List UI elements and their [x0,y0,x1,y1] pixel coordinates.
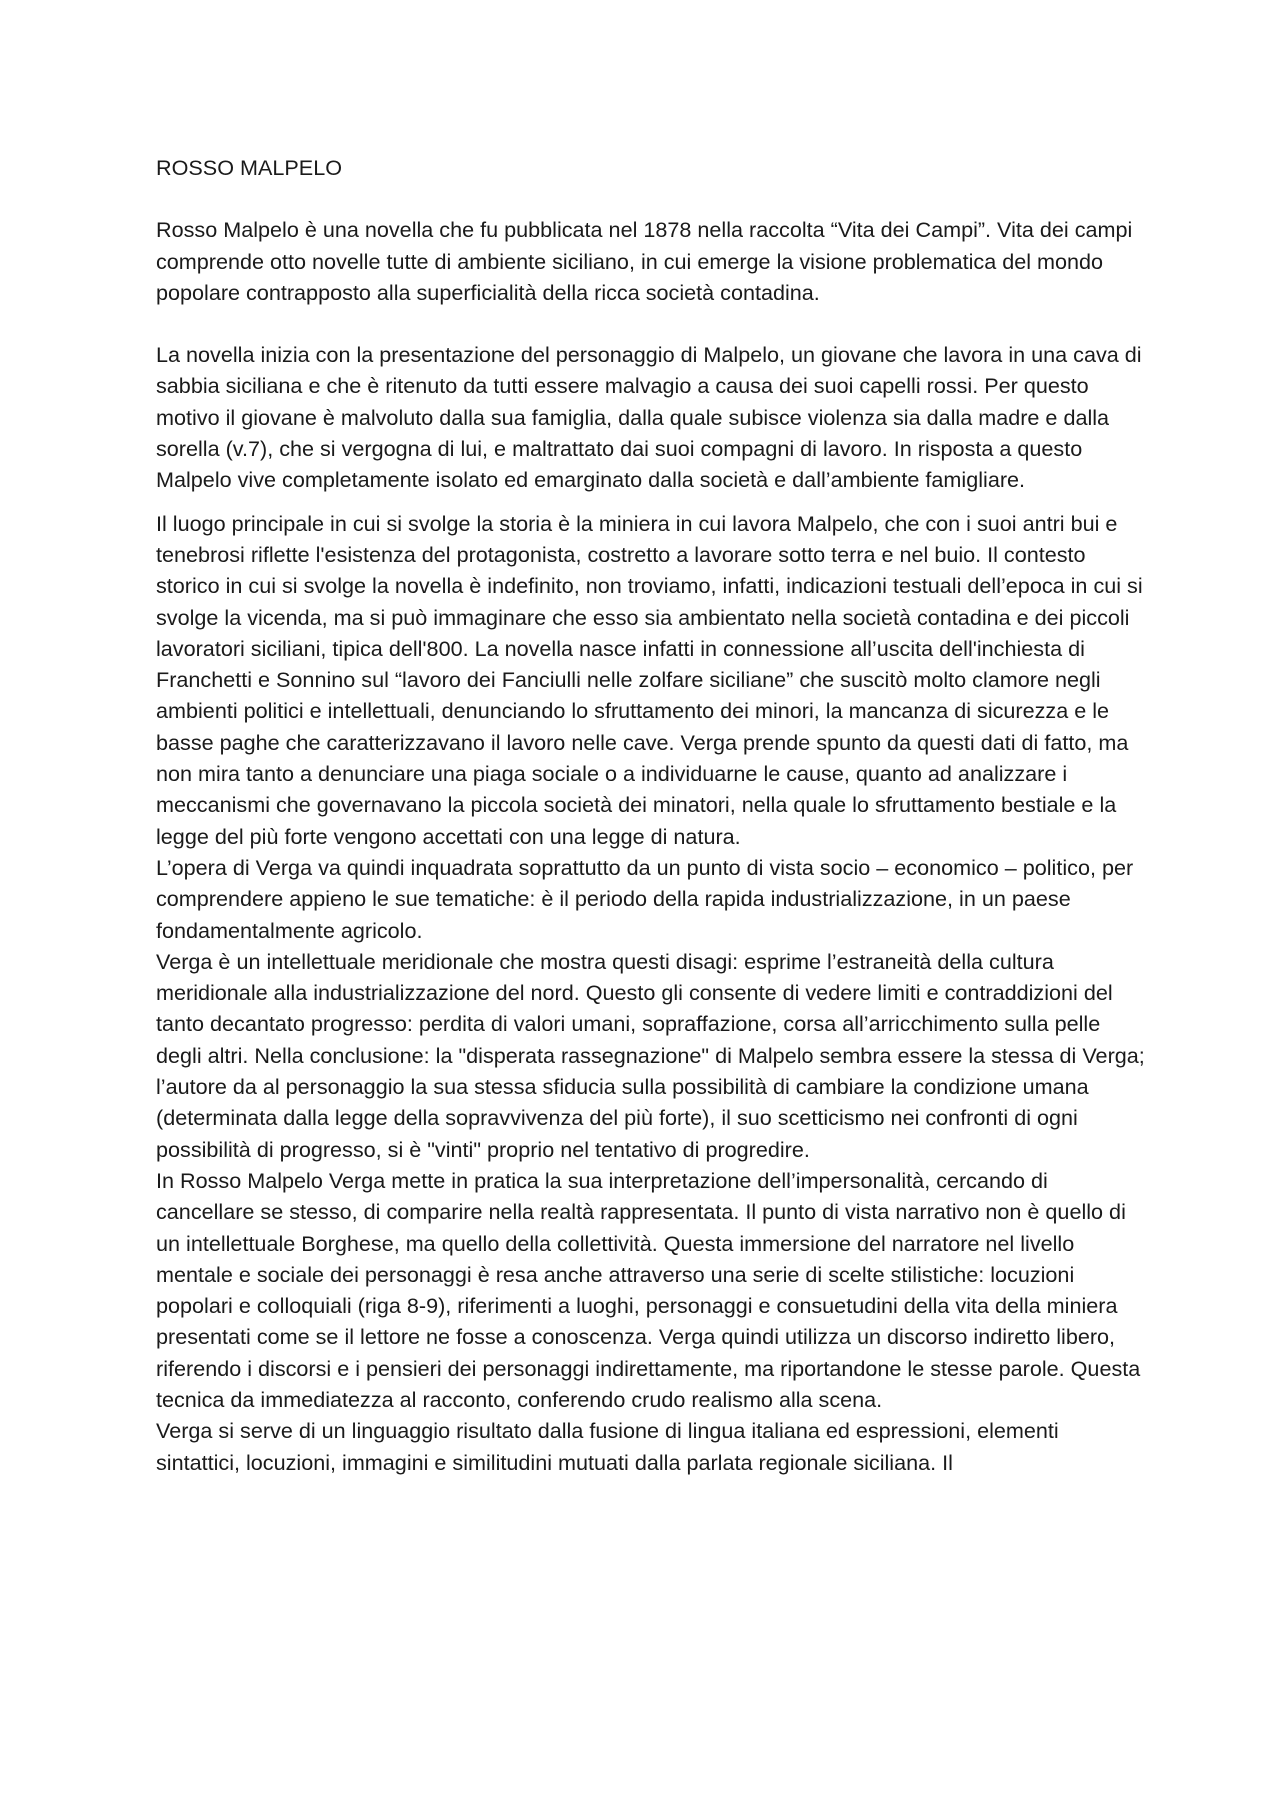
paragraph-language: Verga si serve di un linguaggio risultato dalla fusione di lingua italiana ed espressioni, elementi sintattici, locuzioni, immagini e similitudini mutuati dalla parlata regionale siciliana. Il [156,1418,1059,1475]
document-title: ROSSO MALPELO [156,155,343,180]
paragraph-impersonality: In Rosso Malpelo Verga mette in pratica la sua interpretazione dell’impersonalità, cercando di cancellare se stesso, di comparire nella realtà rappresentata. Il punto di vista narrativo non è quello di un intellettuale Borghese, ma quello della collettività. Questa immersione del narratore nel livello mentale e sociale dei personaggi è resa anche attraverso una serie di scelte stilistiche: locuzioni popolari e colloquiali (riga 8-9), riferimenti a luoghi, personaggi e consuetudini della vita della miniera presentati come se il lettore ne fosse a conoscenza. Verga quindi utilizza un discorso indiretto libero, riferendo i discorsi e i pensieri dei personaggi indirettamente, ma riportandone le stesse parole. Questa tecnica da immediatezza al racconto, conferendo crudo realismo alla scena. [156,1167,1141,1412]
paragraph-author-view: Verga è un intellettuale meridionale che mostra questi disagi: esprime l’estraneità della cultura meridionale alla industrializzazione del nord. Questo gli consente di vedere limiti e contraddizioni del tanto decantato progresso: perdita di valori umani, sopraffazione, corsa all’arricchimento sulla pelle degli altri. Nella conclusione: la "disperata rassegnazione" di Malpelo sembra essere la stessa di Verga; l’autore da al personaggio la sua stessa sfiducia sulla possibilità di cambiare la condizione umana (determinata dalla legge della sopravvivenza del più forte), il suo scetticismo nei confronti di ogni possibilità di progresso, si è "vinti" proprio nel tentativo di progredire. [156,948,1145,1162]
paragraph-character: La novella inizia con la presentazione del personaggio di Malpelo, un giovane che lavora in una cava di sabbia siciliana e che è ritenuto da tutti essere malvagio a causa dei suoi capelli rossi. Per questo motivo il giovane è malvoluto dalla sua famiglia, dalla quale subisce violenza sia dalla madre e dalla sorella (v.7), che si vergogna di lui, e maltrattato dai suoi compagni di lavoro. In risposta a questo Malpelo vive completamente isolato ed emarginato dalla società e dall’ambiente famigliare. [156,342,1142,493]
paragraph-introduction: Rosso Malpelo è una novella che fu pubblicata nel 1878 nella raccolta “Vita dei Campi”. Vita dei campi comprende otto novelle tutte di ambiente siciliano, in cui emerge la visione problematica del mondo popolare contrapposto alla superficialità della ricca società contadina. [156,217,1133,305]
document-body [156,152,1146,1478]
paragraph-setting: Il luogo principale in cui si svolge la storia è la miniera in cui lavora Malpelo, che con i suoi antri bui e tenebrosi riflette l'esistenza del protagonista, costretto a lavorare sotto terra e nel buio. Il contesto storico in cui si svolge la novella è indefinito, non troviamo, infatti, indicazioni testuali dell’epoca in cui si svolge la vicenda, ma si può immaginare che esso sia ambientato nella società contadina e dei piccoli lavoratori siciliani, tipica dell'800. La novella nasce infatti in connessione all’uscita dell'inchiesta di Franchetti e Sonnino sul “lavoro dei Fanciulli nelle zolfare siciliane” che suscitò molto clamore negli ambienti politici e intellettuali, denunciando lo sfruttamento dei minori, la mancanza di sicurezza e le basse paghe che caratterizzavano il lavoro nelle cave. Verga prende spunto da questi dati di fatto, ma non mira tanto a denunciare una piaga sociale o a individuarne le cause, quanto ad analizzare i meccanismi che governavano la piccola società dei minatori, nella quale lo sfruttamento bestiale e la legge del più forte vengono accettati con una legge di natura. [156,510,1143,849]
paragraph-context: L’opera di Verga va quindi inquadrata soprattutto da un punto di vista socio – economico – politico, per comprendere appieno le sue tematiche: è il periodo della rapida industrializzazione, in un paese fondamentalmente agricolo. [156,854,1134,943]
